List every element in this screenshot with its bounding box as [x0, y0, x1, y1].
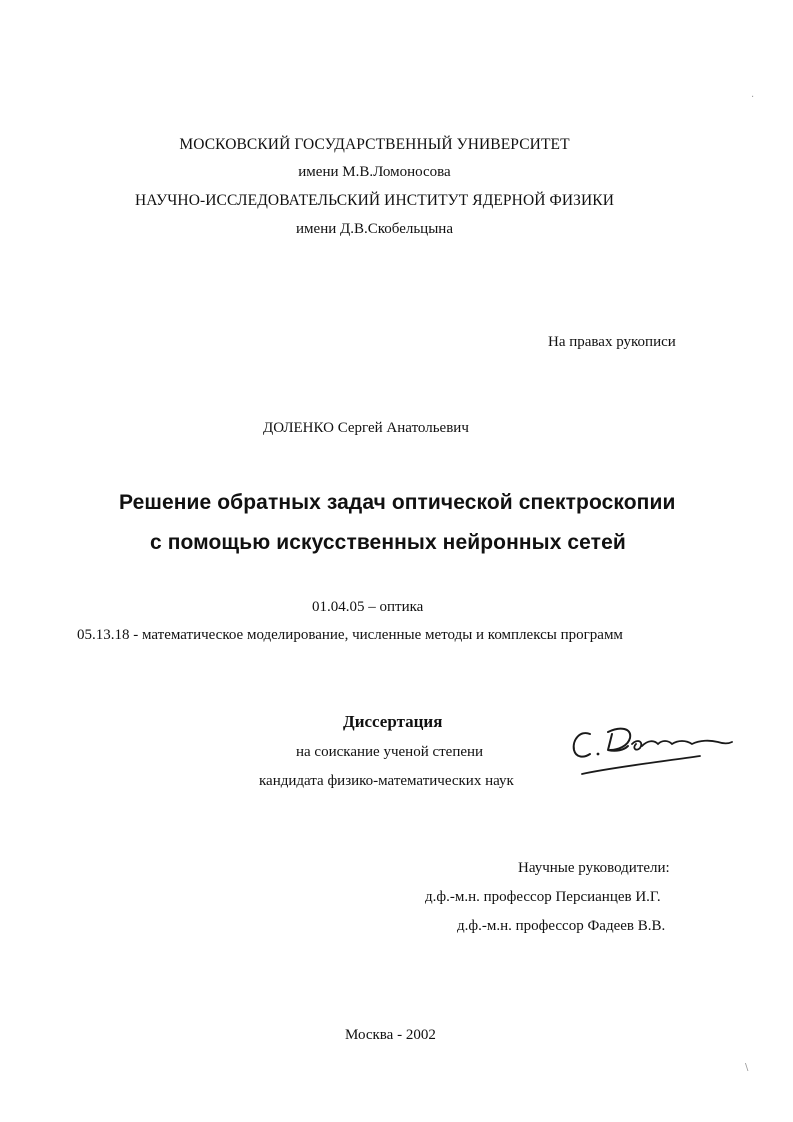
institute-named-after: имени Д.В.Скобельцына — [296, 221, 453, 237]
scan-mark-bottom: \ — [745, 1062, 749, 1073]
institute-name: НАУЧНО-ИССЛЕДОВАТЕЛЬСКИЙ ИНСТИТУТ ЯДЕРНОЙ ФИЗИКИ — [134, 192, 615, 209]
university-name: МОСКОВСКИЙ ГОСУДАРСТВЕННЫЙ УНИВЕРСИТЕТ — [179, 136, 570, 153]
author-signature — [568, 720, 738, 782]
city-year: Москва - 2002 — [345, 1027, 436, 1043]
supervisors-heading: Научные руководители: — [518, 860, 670, 876]
manuscript-rights-note: На правах рукописи — [548, 334, 676, 350]
dissertation-label: Диссертация — [343, 712, 443, 731]
supervisor-fadeev: д.ф.-м.н. профессор Фадеев В.В. — [457, 918, 666, 934]
author-name: ДОЛЕНКО Сергей Анатольевич — [263, 420, 469, 436]
dissertation-title-line-1: Решение обратных задач оптической спектроскопии — [119, 491, 676, 514]
specialty-optics: 01.04.05 – оптика — [312, 599, 424, 615]
specialty-modeling: 05.13.18 - математическое моделирование, численные методы и комплексы программ — [77, 627, 623, 643]
supervisor-persiantsev: д.ф.-м.н. профессор Персианцев И.Г. — [425, 889, 661, 905]
degree-purpose: на соискание ученой степени — [296, 744, 484, 760]
dissertation-title-line-2: с помощью искусственных нейронных сетей — [150, 531, 626, 554]
scan-mark-top: · — [751, 92, 755, 103]
degree-name: кандидата физико-математических наук — [259, 773, 514, 789]
university-named-after: имени М.В.Ломоносова — [298, 164, 451, 180]
